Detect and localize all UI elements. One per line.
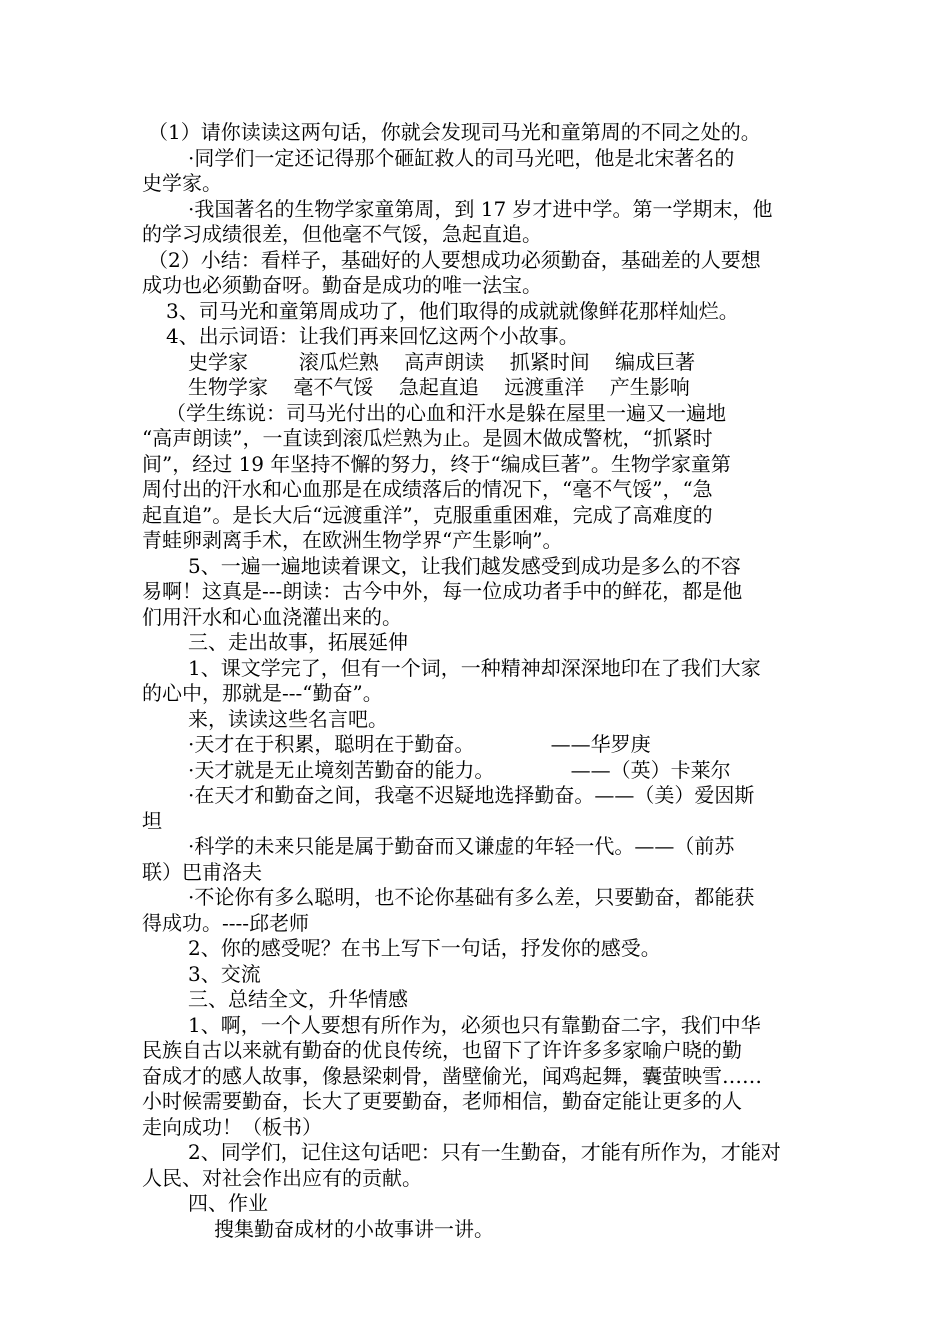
text-line: 生物学家 毫不气馁 急起直追 远渡重洋 产生影响: [188, 375, 690, 399]
quote-line: ·不论你有多么聪明，也不论你基础有多么差，只要勤奋，都能获: [188, 885, 755, 909]
text-line: 史学家。: [142, 171, 222, 195]
text-line: 3、司马光和童第周成功了，他们取得的成就就像鲜花那样灿烂。: [166, 298, 739, 323]
quote-line: ·天才就是无止境刻苦勤奋的能力。 ——（英）卡莱尔: [188, 757, 731, 782]
text-line: 间”，经过 19 年坚持不懈的努力，终于“编成巨著”。生物学家童第: [142, 451, 731, 476]
text-line: 搜集勤奋成材的小故事讲一讲。: [214, 1216, 494, 1241]
quote-line: ·科学的未来只能是属于勤奋而又谦虚的年轻一代。——（前苏: [188, 834, 735, 858]
text-line: （2）小结：看样子，基础好的人要想成功必须勤奋，基础差的人要想: [148, 247, 761, 272]
text-line: 来，读读这些名言吧。: [188, 706, 388, 731]
text-line: 史学家 滚瓜烂熟 高声朗读 抓紧时间 编成巨著: [188, 349, 696, 374]
text-line: 起直追”。是长大后“远渡重洋”，克服重重困难，完成了高难度的: [142, 502, 713, 527]
text-line: 的学习成绩很差，但他毫不气馁，急起直追。: [142, 222, 542, 246]
text-line: 人民、对社会作出应有的贡献。: [142, 1165, 422, 1190]
text-line: 周付出的汗水和心血那是在成绩落后的情况下，“毫不气馁”，“急: [142, 477, 713, 501]
text-line: 走向成功！（板书）: [142, 1114, 322, 1139]
text-line: 2、你的感受呢？在书上写下一句话，抒发你的感受。: [188, 936, 661, 960]
text-line: 民族自古以来就有勤奋的优良传统，也留下了许许多多家喻户晓的勤: [142, 1038, 742, 1062]
quote-line: 得成功。----邱老师: [142, 910, 310, 935]
text-line: 小时候需要勤奋，长大了更要勤奋，老师相信，勤奋定能让更多的人: [142, 1089, 742, 1113]
text-line: ·我国著名的生物学家童第周，到 17 岁才进中学。第一学期末，他: [188, 196, 773, 221]
text-line: “高声朗读”，一直读到滚瓜烂熟为止。是圆木做成警枕，“抓紧时: [142, 426, 713, 450]
text-line: 4、出示词语：让我们再来回忆这两个小故事。: [166, 324, 579, 348]
text-line: （学生练说：司马光付出的心血和汗水是躲在屋里一遍又一遍地: [166, 400, 726, 425]
text-line: ·同学们一定还记得那个砸缸救人的司马光吧，他是北宋著名的: [188, 145, 735, 170]
text-line: 成功也必须勤奋呀。勤奋是成功的唯一法宝。: [142, 273, 542, 297]
quote-line: 坦: [142, 808, 162, 833]
section-heading: 三、总结全文，升华情感: [188, 987, 408, 1011]
text-line: （1）请你读读这两句话，你就会发现司马光和童第周的不同之处的。: [148, 120, 761, 144]
text-line: 们用汗水和心血浇灌出来的。: [142, 604, 402, 629]
text-line: 的心中，那就是---“勤奋”。: [142, 681, 383, 705]
text-line: 3、交流: [188, 961, 261, 986]
document-body: [142, 120, 810, 1242]
section-heading: 四、作业: [188, 1191, 268, 1215]
quote-line: 联）巴甫洛夫: [142, 859, 262, 884]
text-line: 青蛙卵剥离手术，在欧洲生物学界“产生影响”。: [142, 528, 563, 552]
quote-line: ·天才在于积累，聪明在于勤奋。 ——华罗庚: [188, 732, 651, 756]
text-line: 易啊！这真是---朗读：古今中外，每一位成功者手中的鲜花，都是他: [142, 579, 743, 603]
section-heading: 三、走出故事，拓展延伸: [188, 630, 408, 654]
text-line: 奋成才的感人故事，像悬梁刺骨，凿壁偷光，闻鸡起舞，囊萤映雪……: [142, 1063, 762, 1088]
quote-line: ·在天才和勤奋之间，我毫不迟疑地选择勤奋。——（美）爱因斯: [188, 783, 755, 807]
text-line: 1、啊，一个人要想有所作为，必须也只有靠勤奋二字，我们中华: [188, 1012, 761, 1037]
text-line: 5、一遍一遍地读着课文，让我们越发感受到成功是多么的不容: [188, 553, 741, 578]
text-line: 2、同学们，记住这句话吧：只有一生勤奋，才能有所作为，才能对: [188, 1140, 781, 1164]
text-line: 1、课文学完了，但有一个词，一种精神却深深地印在了我们大家: [188, 655, 761, 680]
